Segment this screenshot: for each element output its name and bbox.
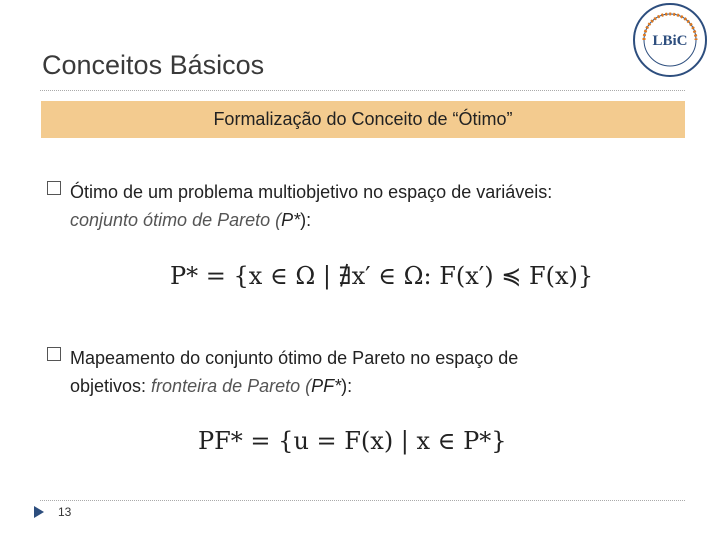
bullet-item-1 xyxy=(47,178,687,234)
bullet-1-term: conjunto ótimo de Pareto xyxy=(70,210,271,230)
lbic-logo xyxy=(632,2,708,78)
bullet-box-icon xyxy=(47,347,61,361)
banner-text: Formalização do Conceito de “Ótimo” xyxy=(213,109,513,129)
bullet-2-line-1: Mapeamento do conjunto ótimo de Pareto no espaço de xyxy=(70,348,519,368)
bullet-1-paren-open: ( xyxy=(270,210,282,230)
bullet-1-symbol: P* xyxy=(281,210,301,230)
bullet-item-2 xyxy=(47,344,687,400)
slide-title: Conceitos Básicos xyxy=(42,50,265,80)
section-banner xyxy=(41,101,685,138)
footer-divider xyxy=(40,500,685,501)
bullet-2-symbol: PF* xyxy=(311,376,342,396)
bullet-1-line-1: Ótimo de um problema multiobjetivo no espaço de variáveis: xyxy=(70,182,553,202)
bullet-box-icon xyxy=(47,181,61,195)
bullet-2-prefix: objetivos: xyxy=(70,376,152,396)
page-number: 13 xyxy=(58,505,72,519)
pareto-set-formula: P* = {x ∈ Ω | ∄x′ ∈ Ω: F(x′) ≼ F(x)} xyxy=(170,262,594,290)
bullet-1-paren-close: ): xyxy=(300,210,312,230)
logo-name: LBiC xyxy=(652,33,688,49)
page-marker-icon xyxy=(34,506,44,518)
bullet-2-paren-open: ( xyxy=(300,376,312,396)
bullet-2-paren-close: ): xyxy=(341,376,353,396)
bullet-1-line-2 xyxy=(47,206,687,234)
bullet-2-line-2 xyxy=(47,372,687,400)
title-divider xyxy=(40,90,685,91)
bullet-2-term: fronteira de Pareto xyxy=(151,376,301,396)
pareto-front-formula: PF* = {u = F(x) | x ∈ P*} xyxy=(198,427,507,455)
